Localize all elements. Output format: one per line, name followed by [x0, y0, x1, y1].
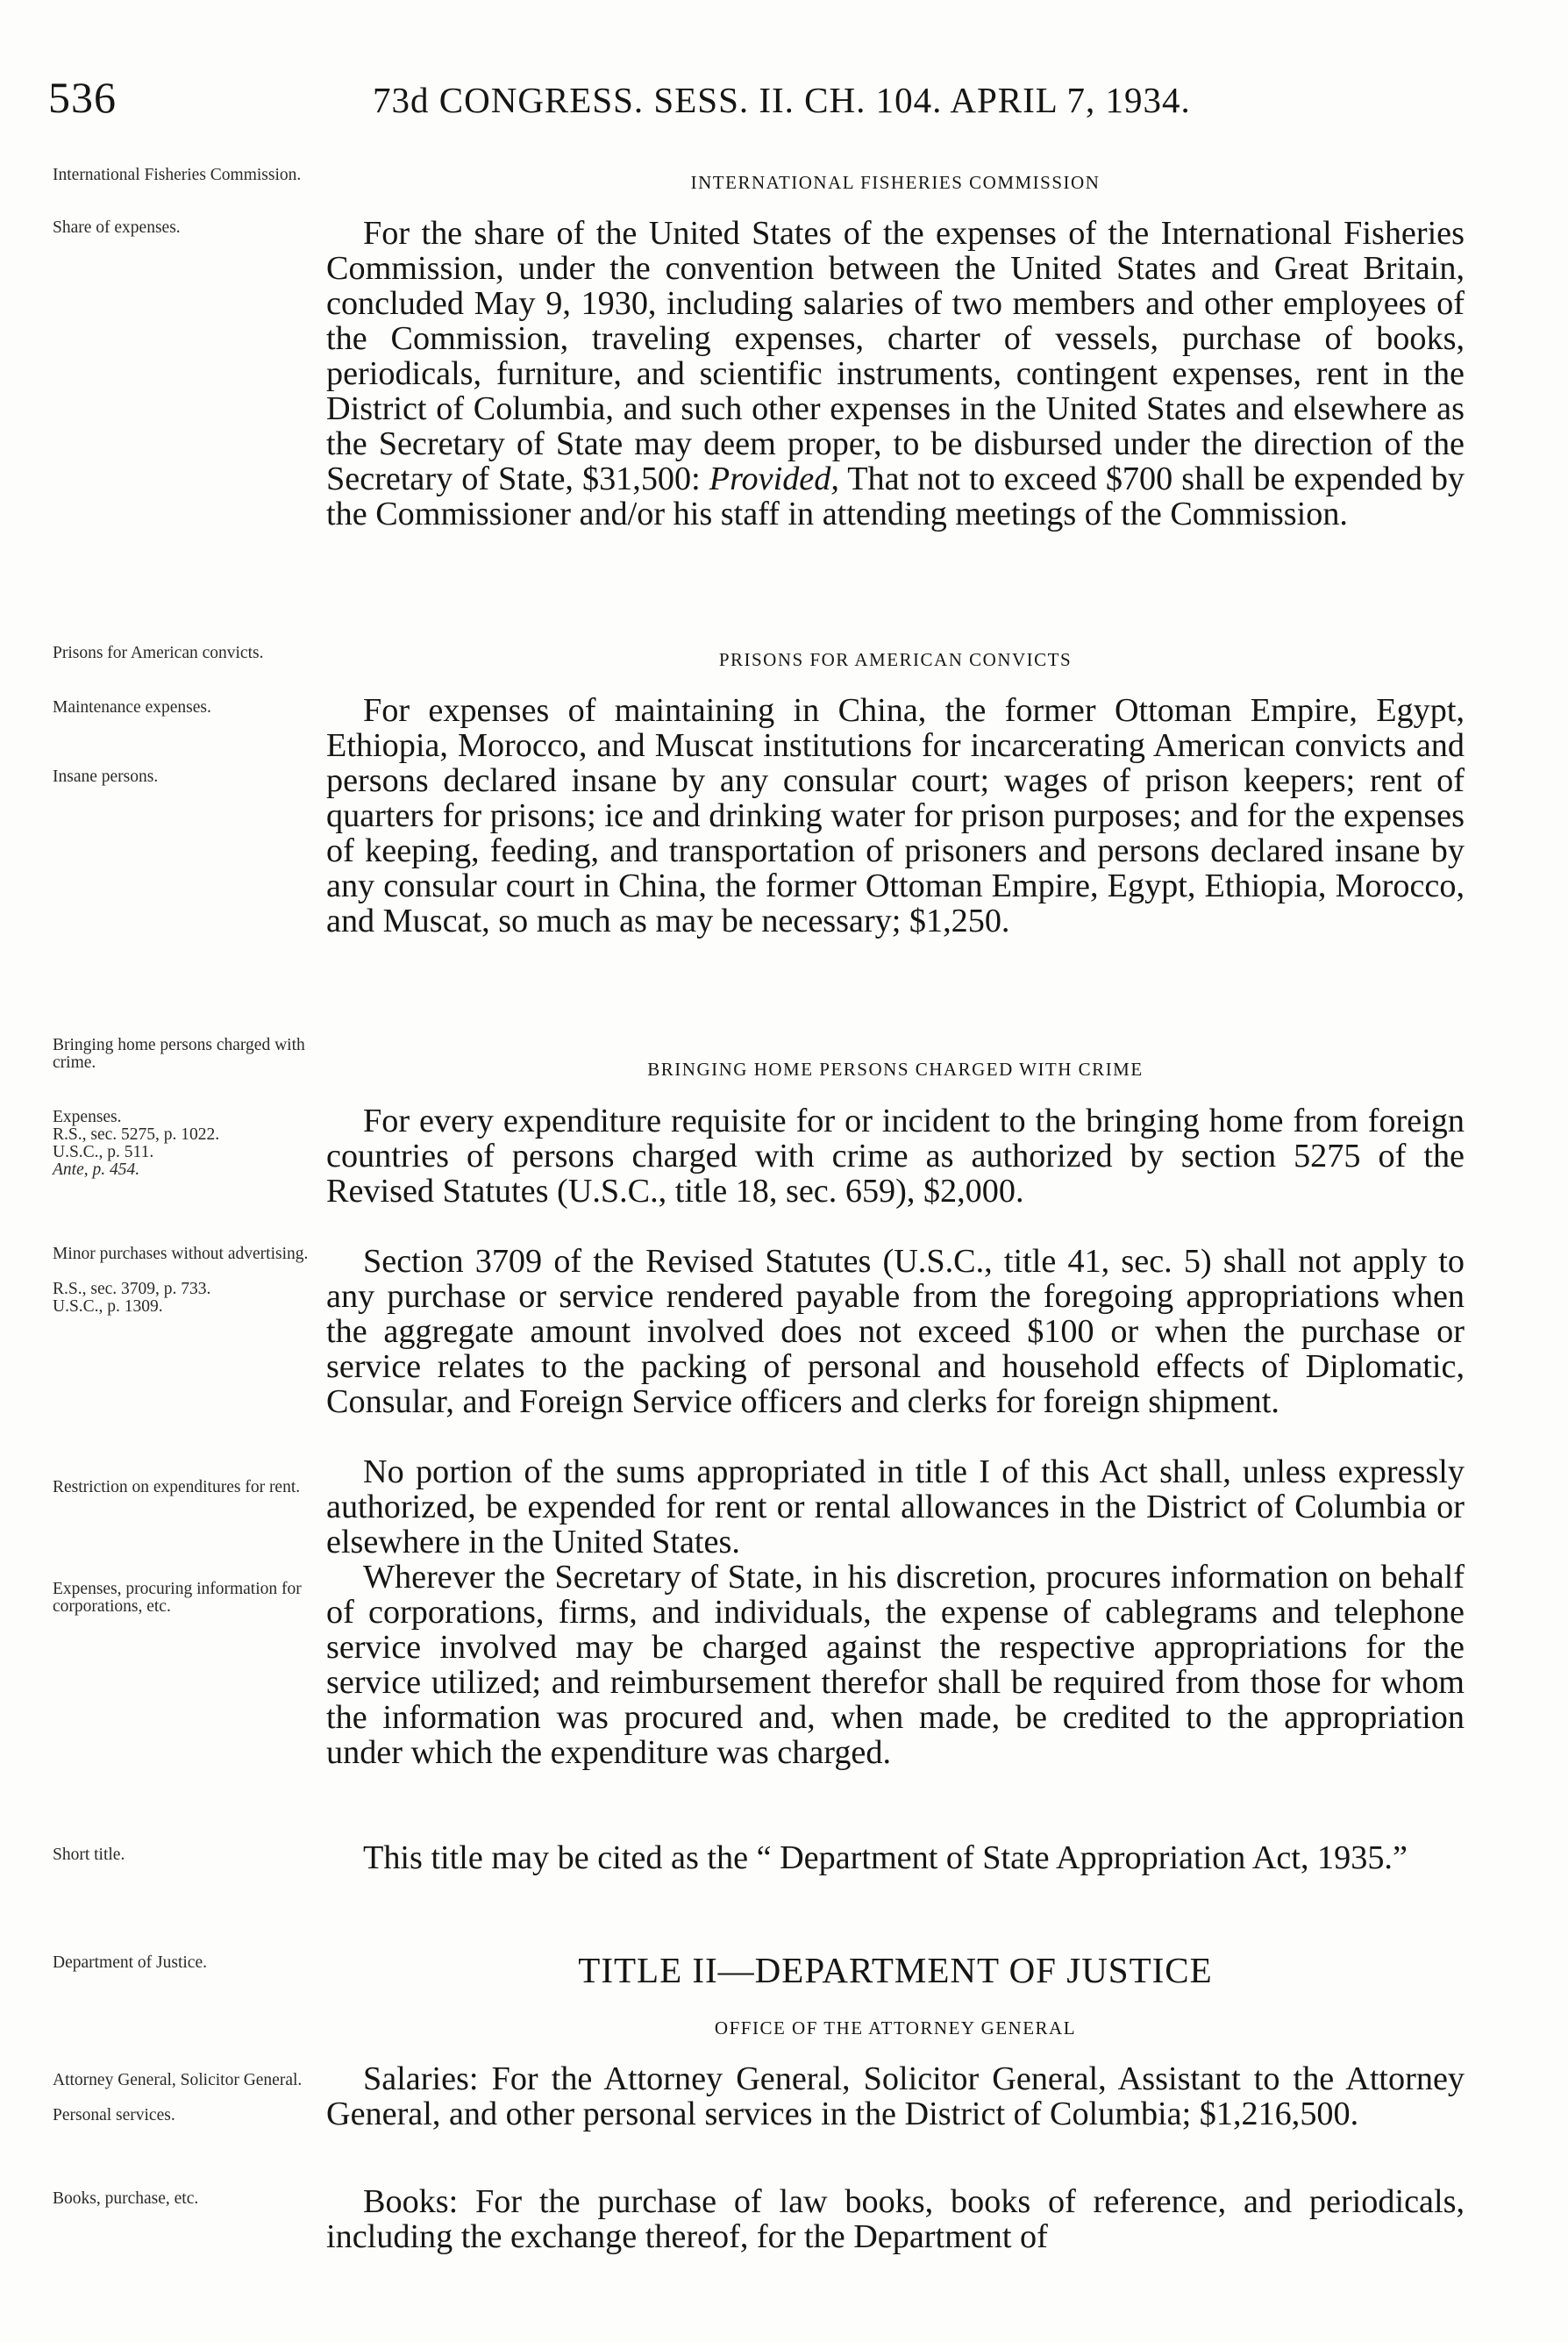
paragraph-books	[326, 2184, 1465, 2254]
salaries-text: Salaries: For the Attorney General, Solicitor General, Assistant to the Attorney General, and other personal services in the District of Columbia; $1,216,500.	[326, 2060, 1465, 2132]
bringing-text: For every expenditure requisite for or incident to the bringing home from foreign countries of persons charged with crime as authorized by section 5275 of the Revised Statutes (U.S.C., title 18, sec. 659), $2,000.	[326, 1103, 1465, 1210]
short-title-text: This title may be cited as the “ Department of State Appropriation Act, 1935.”	[363, 1839, 1408, 1876]
proviso-text: That not to exceed $700 shall be expended by the Commissioner and/or his staff in attending meetings of the Commission.	[326, 461, 1465, 532]
sidenote-usc-1309: U.S.C., p. 1309.	[53, 1297, 163, 1316]
paragraph-salaries	[326, 2061, 1465, 2131]
sidenote-corporations: Expenses, procuring information for corporations, etc.	[53, 1580, 302, 1616]
sidenote-attorney-general: Attorney General, Solicitor General.	[53, 2071, 303, 2089]
sidenote-prisons: Prisons for American convicts.	[53, 644, 264, 662]
sidenote-ante-454: Ante, p. 454.	[53, 1160, 140, 1179]
sidenote-bringing-home: Bringing home persons charged with crime.	[53, 1036, 305, 1072]
proviso-word: Provided,	[709, 461, 839, 497]
section-heading-bringing: BRINGING HOME PERSONS CHARGED WITH CRIME	[647, 1059, 1144, 1080]
sidenote-books: Books, purchase, etc.	[53, 2189, 199, 2208]
paragraph-restriction	[326, 1454, 1465, 1560]
sidenote-personal-services: Personal services.	[53, 2106, 175, 2124]
corporations-text: Wherever the Secretary of State, in his discretion, procures information on behalf of corporations, firms, and individuals, the expense of cablegrams and telephone service involved may be charged against the respective appropriations for the service utilized; and reimbursement therefor shall be required from those for whom the information was procured and, when made, be credited to the appropriation under which the expenditure was charged.	[326, 1559, 1465, 1771]
prisons-text: For expenses of maintaining in China, the former Ottoman Empire, Egypt, Ethiopia, Morocco, and Muscat institutions for incarcerating American convicts and persons declared insane by any consular court; wages of prison keepers; rent of quarters for prisons; ice and drinking water for prison purposes; and for the expenses of keeping, feeding, and transportation of prisoners and persons declared insane by any consular court in China, the former Ottoman Empire, Egypt, Ethiopia, Morocco, and Muscat, so much as may be necessary; $1,250.	[326, 692, 1465, 939]
paragraph-short-title	[326, 1840, 1465, 1875]
page-number: 536	[48, 73, 117, 122]
sidenote-rs-5275: R.S., sec. 5275, p. 1022.	[53, 1125, 220, 1144]
sidenote-usc-511: U.S.C., p. 511.	[53, 1143, 154, 1161]
running-head: 73d CONGRESS. SESS. II. CH. 104. APRIL 7, 1934.	[373, 80, 1191, 120]
restriction-text: No portion of the sums appropriated in title I of this Act shall, unless expressly authorized, be expended for rent or rental allowances in the District of Columbia or elsewhere in the United States.	[326, 1453, 1465, 1560]
section-heading-fisheries: INTERNATIONAL FISHERIES COMMISSION	[690, 172, 1101, 193]
sidenote-restriction-rent: Restriction on expenditures for rent.	[53, 1478, 301, 1496]
minor-purchases-text: Section 3709 of the Revised Statutes (U.S.C., title 41, sec. 5) shall not apply to any purchase or service rendered payable from the foregoing appropriations when the aggregate amount involved does not exceed $100 or when the purchase or service relates to the packing of personal and household effects of Diplomatic, Consular, and Foreign Service officers and clerks for foreign shipment.	[326, 1243, 1465, 1420]
paragraph-prisons	[326, 693, 1465, 939]
sidenote-short-title: Short title.	[53, 1846, 125, 1864]
title-ii-heading: TITLE II—DEPARTMENT OF JUSTICE	[578, 1950, 1213, 1990]
paragraph-bringing	[326, 1103, 1465, 1209]
books-text: Books: For the purchase of law books, books of reference, and periodicals, including the exchange thereof, for the Department of	[326, 2183, 1465, 2255]
fisheries-text: For the share of the United States of the expenses of the International Fisheries Commission, under the convention between the United States and Great Britain, concluded May 9, 1930, including salaries of two members and other employees of the Commission, traveling expenses, charter of vessels, purchase of books, periodicals, furniture, and scientific instruments, contingent expenses, rent in the District of Columbia, and such other expenses in the United States and elsewhere as the Secretary of State may deem proper, to be disbursed under the direction of the Secretary of State, $31,500:	[326, 215, 1465, 497]
sidenote-share-expenses: Share of expenses.	[53, 218, 181, 237]
sidenote-fisheries: International Fisheries Commission.	[53, 166, 302, 184]
paragraph-minor-purchases	[326, 1244, 1465, 1419]
sidenote-maintenance: Maintenance expenses.	[53, 698, 211, 717]
page-header	[0, 72, 1568, 125]
section-heading-ag-office: OFFICE OF THE ATTORNEY GENERAL	[714, 2017, 1077, 2039]
sidenote-insane: Insane persons.	[53, 768, 159, 786]
sidenote-minor-purchases: Minor purchases without advertising.	[53, 1245, 309, 1263]
paragraph-corporations	[326, 1560, 1465, 1770]
sidenote-bringing-expenses: Expenses.	[53, 1108, 122, 1126]
paragraph-fisheries	[326, 216, 1465, 532]
sidenote-rs-3709: R.S., sec. 3709, p. 733.	[53, 1280, 211, 1298]
sidenote-justice: Department of Justice.	[53, 1953, 207, 1972]
section-heading-prisons: PRISONS FOR AMERICAN CONVICTS	[718, 649, 1073, 670]
